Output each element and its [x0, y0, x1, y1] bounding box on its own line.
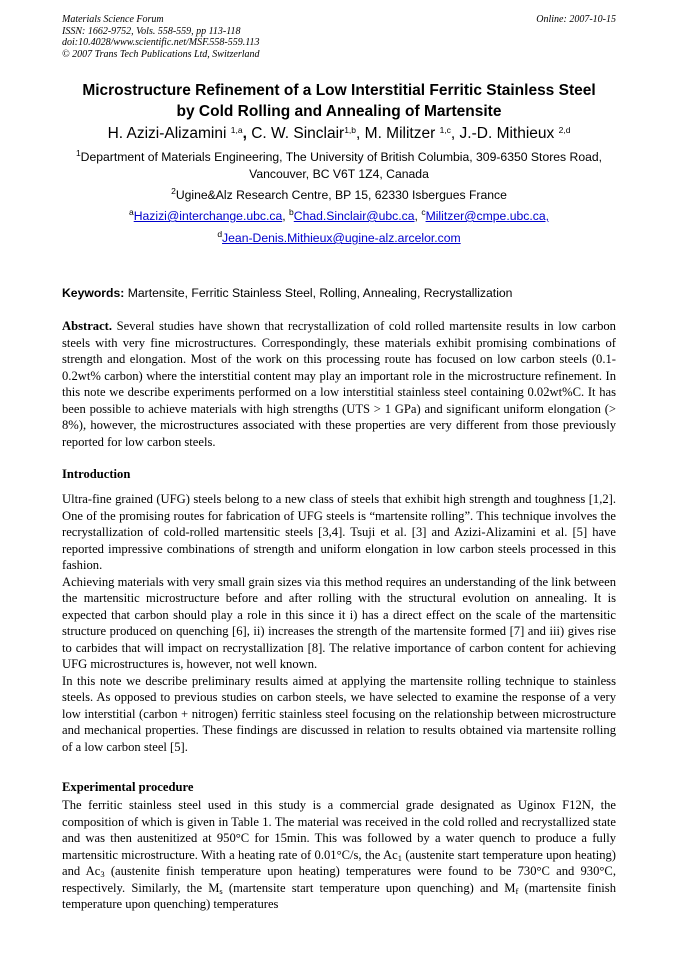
keywords	[62, 286, 622, 300]
subscript: 1	[397, 852, 402, 863]
text-run: (martensite finish temperature upon quenching) temperatures	[62, 880, 616, 911]
author-affiliation-mark: 2,d	[558, 125, 571, 135]
section-heading-introduction: Introduction	[62, 467, 131, 481]
email-mark: b	[289, 207, 294, 217]
keywords-text: Martensite, Ferritic Stainless Steel, Rolling, Annealing, Recrystallization	[127, 286, 513, 300]
title-line-2: by Cold Rolling and Annealing of Martensite	[176, 103, 502, 120]
copyright-line: © 2007 Trans Tech Publications Ltd, Switzerland	[62, 48, 260, 60]
author-affiliation-mark: 1,b	[344, 125, 357, 135]
introduction-body	[62, 491, 616, 755]
paragraph	[62, 797, 616, 913]
author-name: J.-D. Mithieux	[459, 125, 559, 142]
paragraph: Achieving materials with very small grain sizes via this method requires an understanding of the link between the martensitic microstructure before and after rolling with the structural evolution on annealing. It is expected that carbon should play a role in this since it i) has a direct effect on the scale of the martensitic structure produced on quenching [6], ii) increases the strength of the martensite formed [7] and iii) gives rise to carbides that will impact on recrystallization [8]. The relative importance of carbon content for achieving UFG microstructures is, however, not well known.	[62, 574, 616, 671]
keywords-label: Keywords:	[62, 286, 125, 300]
abstract-label: Abstract.	[62, 319, 113, 333]
affiliation-1	[40, 149, 638, 182]
author-name: C. W. Sinclair	[251, 125, 345, 142]
email-link-b[interactable]: Chad.Sinclair@ubc.ca	[293, 209, 415, 223]
subscript: f	[515, 885, 519, 896]
text-run: The ferritic stainless steel used in this study is a commercial grade designated as Uginox F12N, the composition of which is given in Table 1. The material was received in the cold rolled and recrystallized state and was then austenitized at 950°C for 15min. This was followed by a water quench to produce a fully martensitic microstructure. With a heating rate of 0.01°C/s, the Ac	[62, 798, 616, 862]
email-link-a[interactable]: Hazizi@interchange.ubc.ca	[133, 209, 283, 223]
affiliation-2	[40, 187, 638, 204]
author-list: H. Azizi-Alizamini $^{1,a}$, C. W. Sinclair$^{1,b}$, M. Militzer $^{1,c}$, J.-D. Mithieux $^{2,d}$	[107, 125, 571, 142]
paragraph: Ultra-fine grained (UFG) steels belong to a new class of steels that exhibit high strength and toughness [1,2]. One of the promising routes for fabrication of UFG steels is “martensite rolling”. This technique involves the recrystallization of cold-rolled martensitic steels [3,4]. Tsuji et al. [3] and Azizi-Alizamini et al. [5] have reported impressive combinations of strength and uniform elongation in low carbon steels processed in this fashion.	[62, 492, 616, 572]
section-heading-experimental: Experimental procedure	[62, 780, 194, 794]
experimental-body	[62, 797, 616, 913]
text-run: (martensite start temperature upon quenching) and M	[222, 880, 516, 895]
email-mark: a	[128, 207, 134, 217]
affiliation-mark: 2	[171, 186, 176, 196]
abstract	[62, 318, 616, 450]
author-name: H. Azizi-Alizamini	[107, 125, 231, 142]
subscript: 3	[100, 869, 105, 879]
journal-name: Materials Science Forum	[62, 14, 164, 25]
text-run: (austenite finish temperature upon heating) temperatures were found to be 730°C and 930°C, respectively. Similarly, the M	[62, 864, 616, 895]
paragraph: In this note we describe preliminary results aimed at applying the martensite rolling technique to stainless steels. As opposed to previous studies on carbon steels, we have selected to examine the response of a very low interstitial (carbon + nitrogen) ferritic stainless steel focusing on the relationship between microstructure and mechanical properties. These findings are discussed in relation to results obtained via martensite rolling of a low carbon steel [5].	[62, 673, 616, 754]
affiliation-1-line-1: Department of Materials Engineering, The University of British Columbia, 309-6350 Stores Road,	[80, 150, 603, 164]
affiliation-1-line-2: Vancouver, BC V6T 1Z4, Canada	[249, 166, 429, 181]
author-affiliation-mark: 1,c	[439, 125, 451, 135]
email-mark: d	[217, 229, 223, 239]
paper-title	[40, 80, 638, 122]
author-name: M. Militzer	[364, 125, 440, 142]
issn-line: ISSN: 1662-9752, Vols. 558-559, pp 113-118	[62, 25, 241, 37]
email-line-2	[40, 230, 638, 247]
title-line-1: Microstructure Refinement of a Low Interstitial Ferritic Stainless Steel	[82, 82, 596, 99]
abstract-text: Several studies have shown that recrystallization of cold rolled martensite results in low carbon steels with very fine microstructures. Correspondingly, these materials exhibit promising combinations of strength and elongation. Most of the work on this processing route has focused on low carbon steels (0.1-0.2wt% carbon) where the interstitial content may play an important role in the microstructure refinement. In this note we describe experiments performed on a low interstitial stainless steel containing 0.02wt%C. It has been possible to achieve materials with high strengths (UTS > 1 GPa) and significant uniform elongation (> 8%), however, the microstructures associated with these properties are very different from those previously reported for low carbon steels.	[62, 319, 616, 449]
email-mark: c	[421, 207, 426, 217]
affiliation-mark: 1	[75, 148, 81, 158]
affiliation-2-text: Ugine&Alz Research Centre, BP 15, 62330 Isbergues France	[175, 188, 507, 202]
subscript: s	[219, 885, 223, 896]
doi-line: doi:10.4028/www.scientific.net/MSF.558-559.113	[62, 37, 260, 48]
email-link-c[interactable]: Militzer@cmpe.ubc.ca,	[425, 209, 550, 223]
journal-header	[62, 14, 616, 60]
author-affiliation-mark: 1,a	[230, 125, 243, 135]
email-line-1: $^a$Hazizi@interchange.ubc.ca, $^b$Chad.Sinclair@ubc.ca, $^c$Militzer@cmpe.ubc.ca,	[128, 207, 550, 223]
online-date: Online: 2007-10-15	[536, 14, 616, 25]
email-link-d[interactable]: Jean-Denis.Mithieux@ugine-alz.arcelor.com	[222, 231, 461, 245]
text-run: (austenite start temperature upon heating) and Ac	[62, 847, 616, 878]
